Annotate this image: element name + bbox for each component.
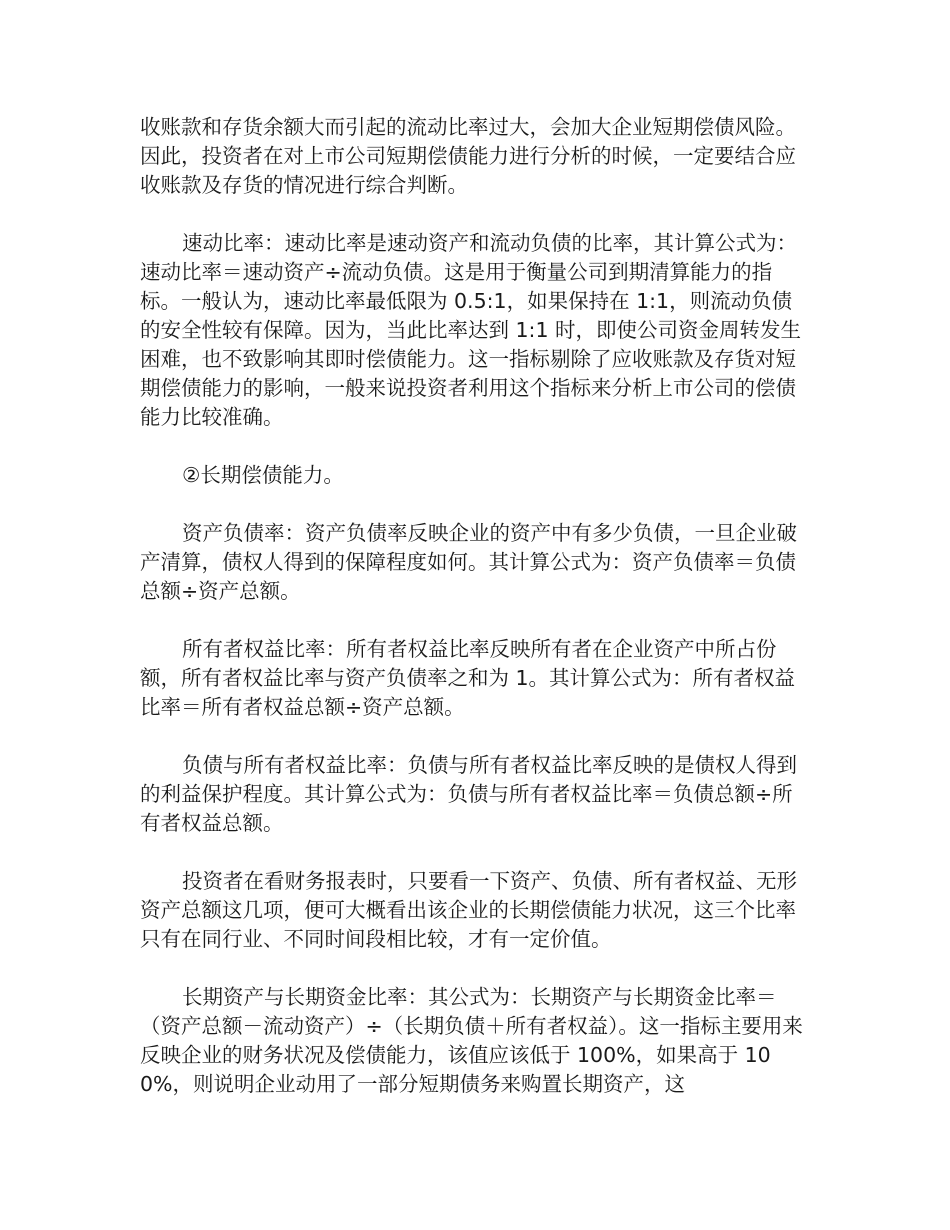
paragraph-equity-ratio: 所有者权益比率：所有者权益比率反映所有者在企业资产中所占份额，所有者权益比率与资产负债率之和为 1。其计算公式为：所有者权益比率＝所有者权益总额÷资产总额。 bbox=[140, 637, 796, 719]
paragraph-investor-note: 投资者在看财务报表时，只要看一下资产、负债、所有者权益、无形资产总额这几项，便可大概看出该企业的长期偿债能力状况，这三个比率只有在同行业、不同时间段相比较，才有一定价值。 bbox=[140, 869, 797, 951]
document-body bbox=[140, 113, 812, 1128]
paragraph-continuation: 收账款和存货余额大而引起的流动比率过大，会加大企业短期偿债风险。因此，投资者在对上市公司短期偿债能力进行分析的时候，一定要结合应收账款及存货的情况进行综合判断。 bbox=[140, 115, 796, 197]
paragraph-quick-ratio: 速动比率：速动比率是速动资产和流动负债的比率，其计算公式为：速动比率＝速动资产÷流动负债。这是用于衡量公司到期清算能力的指标。一般认为，速动比率最低限为 0.5:1，如果保持在 1:1，则流动负债的安全性较有保障。因为，当此比率达到 1:1 时，即使公司资金周转发生困难，也不致影响其即时偿债能力。这一指标剔除了应收账款及存货对短期偿债能力的影响，一般来说投资者利用这个指标来分析上市公司的偿债能力比较准确。 bbox=[140, 231, 802, 429]
paragraph-debt-equity-ratio: 负债与所有者权益比率：负债与所有者权益比率反映的是债权人得到的利益保护程度。其计算公式为：负债与所有者权益比率＝负债总额÷所有者权益总额。 bbox=[140, 753, 797, 835]
paragraph-debt-asset-ratio: 资产负债率：资产负债率反映企业的资产中有多少负债，一旦企业破产清算，债权人得到的保障程度如何。其计算公式为：资产负债率＝负债总额÷资产总额。 bbox=[140, 521, 797, 603]
paragraph-long-term-asset-capital-ratio: 长期资产与长期资金比率：其公式为：长期资产与长期资金比率＝（资产总额－流动资产）÷（长期负债＋所有者权益）。这一指标主要用来反映企业的财务状况及偿债能力，该值应该低于 100%，如果高于 100%，则说明企业动用了一部分短期债务来购置长期资产，这 bbox=[140, 985, 803, 1096]
section-heading-long-term-solvency: ②长期偿债能力。 bbox=[182, 463, 344, 487]
